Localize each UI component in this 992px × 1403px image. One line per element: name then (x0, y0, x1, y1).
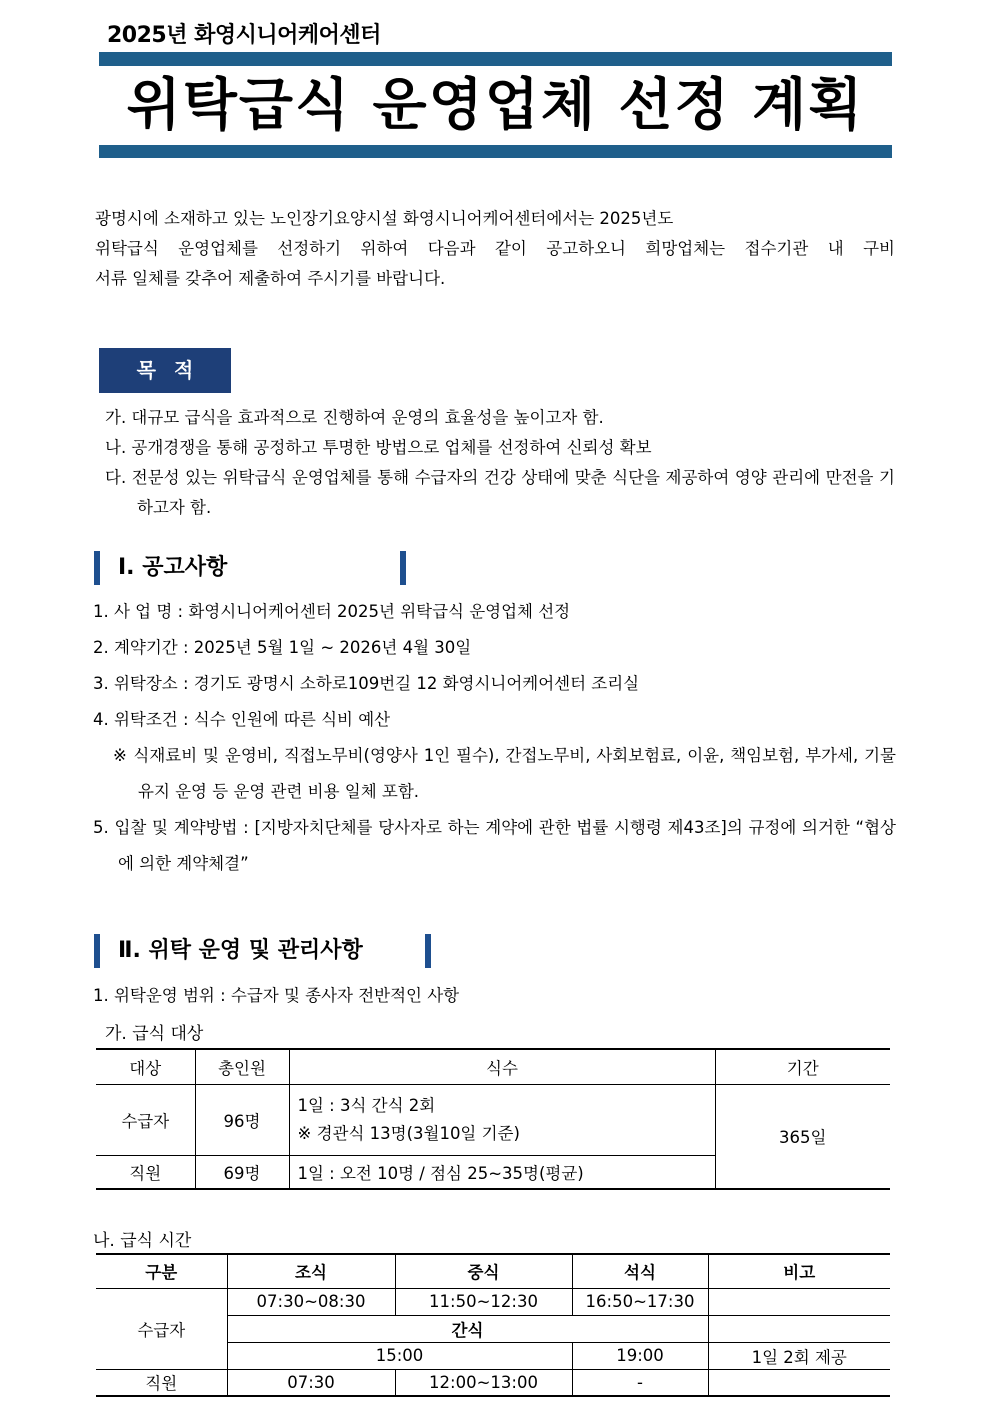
row-staff-meals: 1일 : 오전 10명 / 점심 25~35명(평균) (289, 1155, 715, 1189)
row-staff-target: 직원 (96, 1155, 195, 1189)
col-header-meals: 식수 (289, 1049, 715, 1084)
staff-label: 직원 (96, 1369, 227, 1396)
col-header-total: 총인원 (195, 1049, 289, 1084)
section1-right-bar (400, 551, 406, 585)
col-header-period: 기간 (715, 1049, 890, 1084)
section1-item-1: 1. 사 업 명 : 화영시니어케어센터 2025년 위탁급식 운영업체 선정 (93, 602, 571, 621)
snack-time-1: 15:00 (227, 1342, 572, 1369)
period-value: 365일 (715, 1084, 890, 1189)
meal-target-table (96, 1048, 890, 1190)
row-recipient-target: 수급자 (96, 1084, 195, 1155)
purpose-heading: 목적 (99, 348, 231, 393)
staff-remarks (708, 1369, 890, 1396)
recipient-lunch: 11:50~12:30 (395, 1288, 572, 1315)
section2-item-1: 1. 위탁운영 범위 : 수급자 및 종사자 전반적인 사항 (93, 986, 460, 1005)
col-header-target: 대상 (96, 1049, 195, 1084)
purpose-item-1: 가. 대규모 급식을 효과적으로 진행하여 운영의 효율성을 높이고자 함. (105, 408, 604, 427)
section2-heading (94, 934, 434, 968)
col-header-dinner: 석식 (572, 1254, 708, 1288)
staff-dinner: - (572, 1369, 708, 1396)
row-recipient-count: 96명 (195, 1084, 289, 1155)
recipient-breakfast: 07:30~08:30 (227, 1288, 395, 1315)
subheading-meal-target: 가. 급식 대상 (105, 1024, 204, 1044)
intro-line-1: 광명시에 소재하고 있는 노인장기요양시설 화영시니어케어센터에서는 2025년도 (95, 209, 674, 228)
section1-left-bar (94, 551, 100, 585)
meal-time-table (96, 1253, 890, 1397)
section1-heading (94, 551, 324, 585)
recipient-dinner: 16:50~17:30 (572, 1288, 708, 1315)
snack-label: 간식 (227, 1315, 708, 1342)
section1-item-4: 4. 위탁조건 : 식수 인원에 따른 식비 예산 (93, 710, 391, 729)
page-title: 위탁급식 운영업체 선정 계획 (126, 73, 865, 138)
purpose-item-2: 나. 공개경쟁을 통해 공정하고 투명한 방법으로 업체를 선정하여 신뢰성 확보 (105, 438, 652, 457)
title-top-bar (99, 52, 892, 66)
section2-title: Ⅱ. 위탁 운영 및 관리사항 (118, 938, 363, 963)
table-row (96, 1288, 890, 1315)
section1-item-3: 3. 위탁장소 : 경기도 광명시 소하로109번길 12 화영시니어케어센터 조리실 (93, 674, 640, 693)
row-staff-count: 69명 (195, 1155, 289, 1189)
organization-name: 2025년 화영시니어케어센터 (107, 23, 381, 48)
row-recipient-meals (289, 1084, 715, 1155)
col-header-category: 구분 (96, 1254, 227, 1288)
col-header-remarks: 비고 (708, 1254, 890, 1288)
subheading-meal-time: 나. 급식 시간 (93, 1231, 192, 1251)
snack-label-remarks (708, 1315, 890, 1342)
recipient-meal-line-2: ※ 경관식 13명(3월10일 기준) (297, 1123, 520, 1143)
recipient-label: 수급자 (96, 1288, 227, 1369)
staff-breakfast: 07:30 (227, 1369, 395, 1396)
staff-lunch: 12:00~13:00 (395, 1369, 572, 1396)
intro-line-2: 위탁급식 운영업체를 선정하기 위하여 다음과 같이 공고하오니 희망업체는 접수기관 내 구비 (95, 239, 895, 258)
snack-remarks: 1일 2회 제공 (708, 1342, 890, 1369)
section1-item-5: 5. 입찰 및 계약방법 : [지방자치단체를 당사자로 하는 계약에 관한 법률 시행령 제43조]의 규정에 의거한 “협상에 의한 계약체결” (93, 818, 896, 873)
section1-note: ※ 식재료비 및 운영비, 직접노무비(영양사 1인 필수), 간접노무비, 사회보험료, 이윤, 책임보험, 부가세, 기물 유지 운영 등 운영 관련 비용 일체 포함. (113, 746, 896, 801)
col-header-lunch: 중식 (395, 1254, 572, 1288)
section2-right-bar (425, 934, 431, 968)
title-bottom-bar (99, 145, 892, 158)
table-row (96, 1084, 890, 1155)
purpose-item-3: 다. 전문성 있는 위탁급식 운영업체를 통해 수급자의 건강 상태에 맞춘 식단을 제공하여 영양 관리에 만전을 기하고자 함. (105, 468, 895, 517)
table-row (96, 1369, 890, 1396)
col-header-breakfast: 조식 (227, 1254, 395, 1288)
purpose-list (105, 403, 895, 523)
intro-paragraph (95, 204, 895, 294)
intro-line-3: 서류 일체를 갖추어 제출하여 주시기를 바랍니다. (95, 269, 446, 288)
section1-title: Ⅰ. 공고사항 (118, 555, 228, 580)
section1-list (93, 594, 896, 882)
recipient-meal-line-1: 1일 : 3식 간식 2회 (297, 1095, 436, 1115)
recipient-remarks (708, 1288, 890, 1315)
section2-left-bar (94, 934, 100, 968)
snack-time-2: 19:00 (572, 1342, 708, 1369)
section1-item-2: 2. 계약기간 : 2025년 5월 1일 ~ 2026년 4월 30일 (93, 638, 472, 657)
